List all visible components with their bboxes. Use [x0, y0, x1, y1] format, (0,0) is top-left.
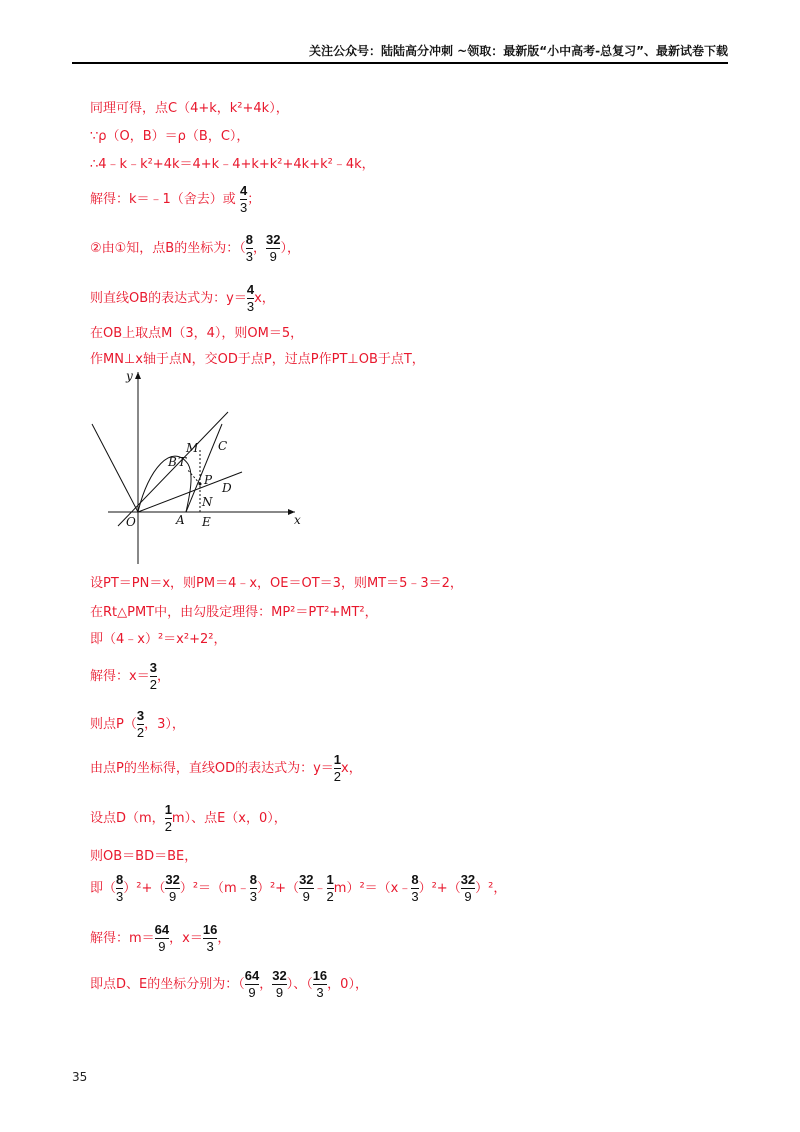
- fraction: $\frac{4}{3}$: [239, 183, 248, 215]
- svg-text:x: x: [294, 513, 301, 527]
- solution-line: ∴4﹣k﹣k²+4k＝4+k﹣4+k+k²+4k+k²﹣4k，: [90, 157, 375, 172]
- solution-line: 解得：k＝﹣1（舍去）或 $\frac{4}{3}$ ；: [90, 183, 261, 215]
- fraction: $\frac{1}{2}$: [326, 872, 334, 904]
- fraction: $\frac{16}{3}$: [312, 968, 328, 1000]
- solution-line: ②由①知，点B的坐标为：（ $\frac{8}{3}$ ， $\frac{32}{9}$ ），: [90, 232, 300, 264]
- fraction: $\frac{32}{9}$: [265, 232, 281, 264]
- solution-line: 则点P（ $\frac{3}{2}$ ，3），: [90, 708, 185, 740]
- fraction: $\frac{32}{9}$: [272, 968, 287, 1000]
- page-header: [72, 38, 728, 64]
- solution-line: 即点D、E的坐标分别为：（ $\frac{64}{9}$ ， $\frac{32}{9}$ ）、（ $\frac{16}{3}$ ，0），: [90, 968, 368, 1000]
- solution-line: 在Rt△PMT中，由勾股定理得：MP²＝PT²+MT²，: [90, 605, 378, 620]
- fraction: $\frac{3}{2}$: [136, 708, 145, 740]
- fraction: $\frac{8}{3}$: [411, 872, 419, 904]
- header-text: 关注公众号：陆陆高分冲刺 ~领取：最新版“小中高考-总复习”、最新试卷下载: [309, 44, 728, 58]
- solution-line: 作MN⊥x轴于点N，交OD于点P，过点P作PT⊥OB于点T，: [90, 352, 425, 367]
- page-number: 35: [72, 1070, 88, 1084]
- svg-text:N: N: [202, 495, 213, 509]
- fraction: $\frac{64}{9}$: [244, 968, 260, 1000]
- solution-line: 设PT＝PN＝x，则PM＝4﹣x，OE＝OT＝3，则MT＝5﹣3＝2，: [90, 576, 463, 591]
- solution-line: 则直线OB的表达式为：y＝ $\frac{4}{3}$ x，: [90, 282, 275, 314]
- svg-text:A: A: [176, 513, 185, 527]
- solution-line: 即（4﹣x）²＝x²+2²，: [90, 632, 227, 647]
- fraction: $\frac{32}{9}$: [165, 872, 180, 904]
- solution-line: 则OB＝BD＝BE，: [90, 849, 198, 864]
- svg-text:y: y: [126, 369, 133, 383]
- fraction: $\frac{1}{2}$: [333, 752, 342, 784]
- svg-text:D: D: [222, 481, 232, 495]
- fraction: $\frac{4}{3}$: [246, 282, 255, 314]
- fraction: $\frac{3}{2}$: [149, 660, 157, 692]
- point-p: [199, 483, 202, 486]
- solution-line: 设点D（m， $\frac{1}{2}$ m）、点E（x，0），: [90, 802, 287, 834]
- svg-text:T: T: [178, 455, 187, 469]
- svg-text:B: B: [168, 455, 177, 469]
- solution-line: 解得：x＝ $\frac{3}{2}$ ，: [90, 660, 170, 692]
- y-axis-arrow: [135, 372, 141, 379]
- svg-text:P: P: [204, 473, 213, 487]
- fraction: $\frac{1}{2}$: [164, 802, 172, 834]
- solution-line: 解得：m＝ $\frac{64}{9}$ ，x＝ $\frac{16}{3}$ ，: [90, 922, 231, 954]
- solution-line: 同理可得，点C（4+k，k²+4k），: [90, 101, 289, 116]
- svg-text:C: C: [218, 439, 228, 453]
- fraction: $\frac{16}{3}$: [202, 922, 218, 954]
- geometry-figure: [90, 364, 320, 569]
- fraction: $\frac{32}{9}$: [460, 872, 476, 904]
- fraction: $\frac{64}{9}$: [154, 922, 170, 954]
- fraction: $\frac{8}{3}$: [245, 232, 253, 264]
- solution-line: 即（ $\frac{8}{3}$ ）²+（ $\frac{32}{9}$ ）²＝（m﹣ $\frac{8}{3}$ ）²+（ $\frac{32}{9}$ ﹣ $\frac{1}{2}$ m）²＝（x﹣ $\frac{8}{3}$ ）²+（ $\frac{32}{9}$ ）²，: [90, 872, 507, 904]
- svg-text:O: O: [126, 515, 136, 529]
- fraction: $\frac{8}{3}$: [116, 872, 124, 904]
- solution-line: ∵ρ（O，B）＝ρ（B，C），: [90, 129, 250, 144]
- svg-text:E: E: [202, 515, 211, 529]
- fraction: $\frac{8}{3}$: [249, 872, 257, 904]
- left-line: [92, 424, 138, 512]
- solution-line: 在OB上取点M（3，4），则OM＝5，: [90, 326, 304, 341]
- solution-line: 由点P的坐标得，直线OD的表达式为：y＝ $\frac{1}{2}$ x，: [90, 752, 362, 784]
- fraction: $\frac{32}{9}$: [299, 872, 314, 904]
- svg-text:M: M: [186, 441, 199, 455]
